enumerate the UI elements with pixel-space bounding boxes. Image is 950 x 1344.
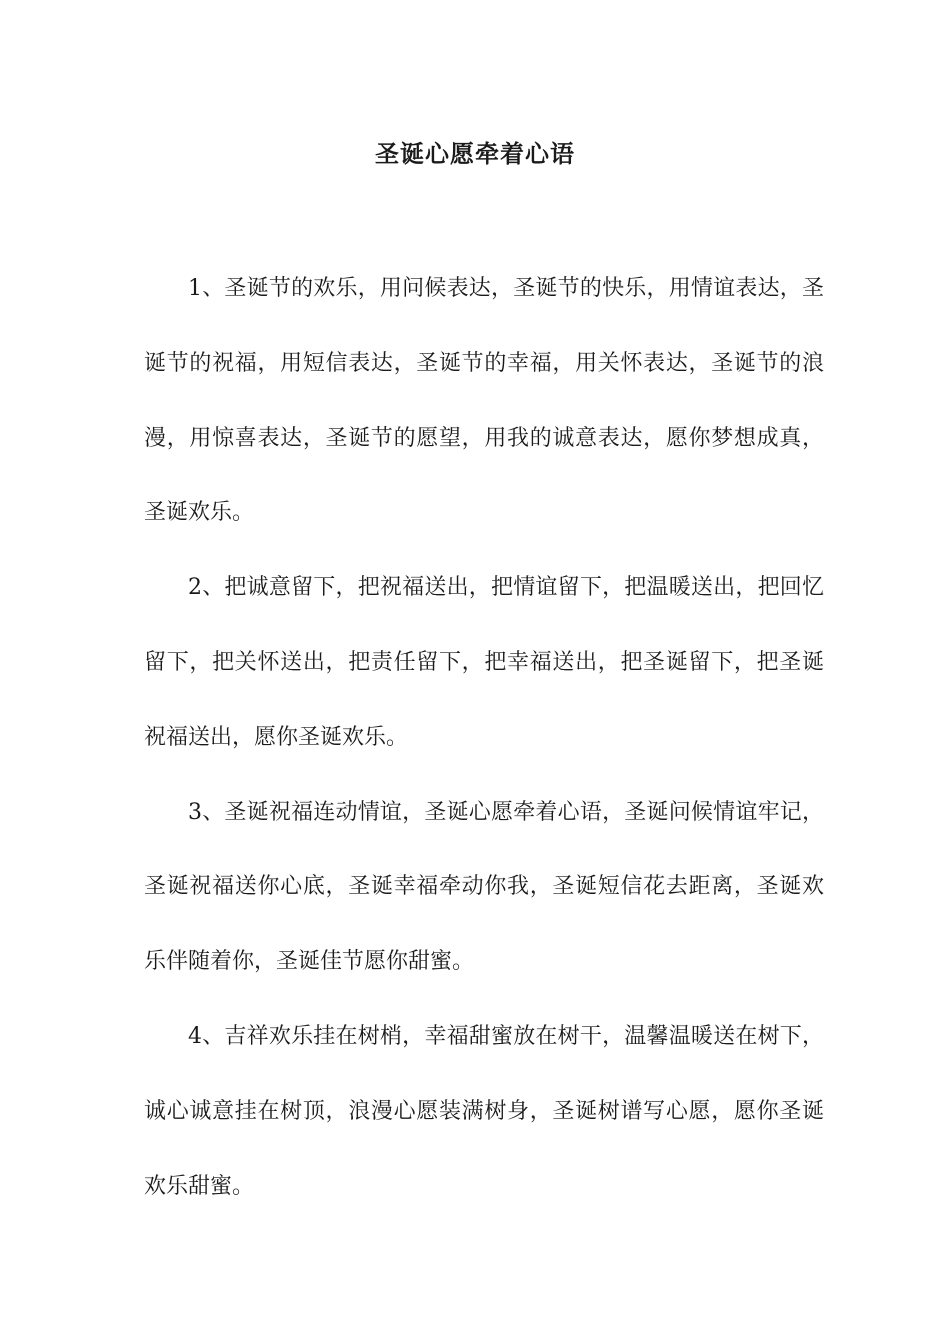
paragraph-3: 3、圣诞祝福连动情谊，圣诞心愿牵着心语，圣诞问候情谊牢记，圣诞祝福送你心底，圣诞幸福牵动你我，圣诞短信花去距离，圣诞欢乐伴随着你，圣诞佳节愿你甜蜜。 [144,799,824,975]
paragraph-2: 2、把诚意留下，把祝福送出，把情谊留下，把温暖送出，把回忆留下，把关怀送出，把责任留下，把幸福送出，把圣诞留下，把圣诞祝福送出，愿你圣诞欢乐。 [144,575,824,750]
paragraph-4: 4、吉祥欢乐挂在树梢，幸福甜蜜放在树干，温馨温暖送在树下，诚心诚意挂在树顶，浪漫心愿装满树身，圣诞树谱写心愿，愿你圣诞欢乐甜蜜。 [144,1023,824,1199]
document-title: 圣诞心愿牵着心语 [375,139,575,168]
paragraph-1: 1、圣诞节的欢乐，用问候表达，圣诞节的快乐，用情谊表达，圣诞节的祝福，用短信表达，圣诞节的幸福，用关怀表达，圣诞节的浪漫，用惊喜表达，圣诞节的愿望，用我的诚意表达，愿你梦想成真，圣诞欢乐。 [144,276,824,526]
document-body [144,252,824,1224]
